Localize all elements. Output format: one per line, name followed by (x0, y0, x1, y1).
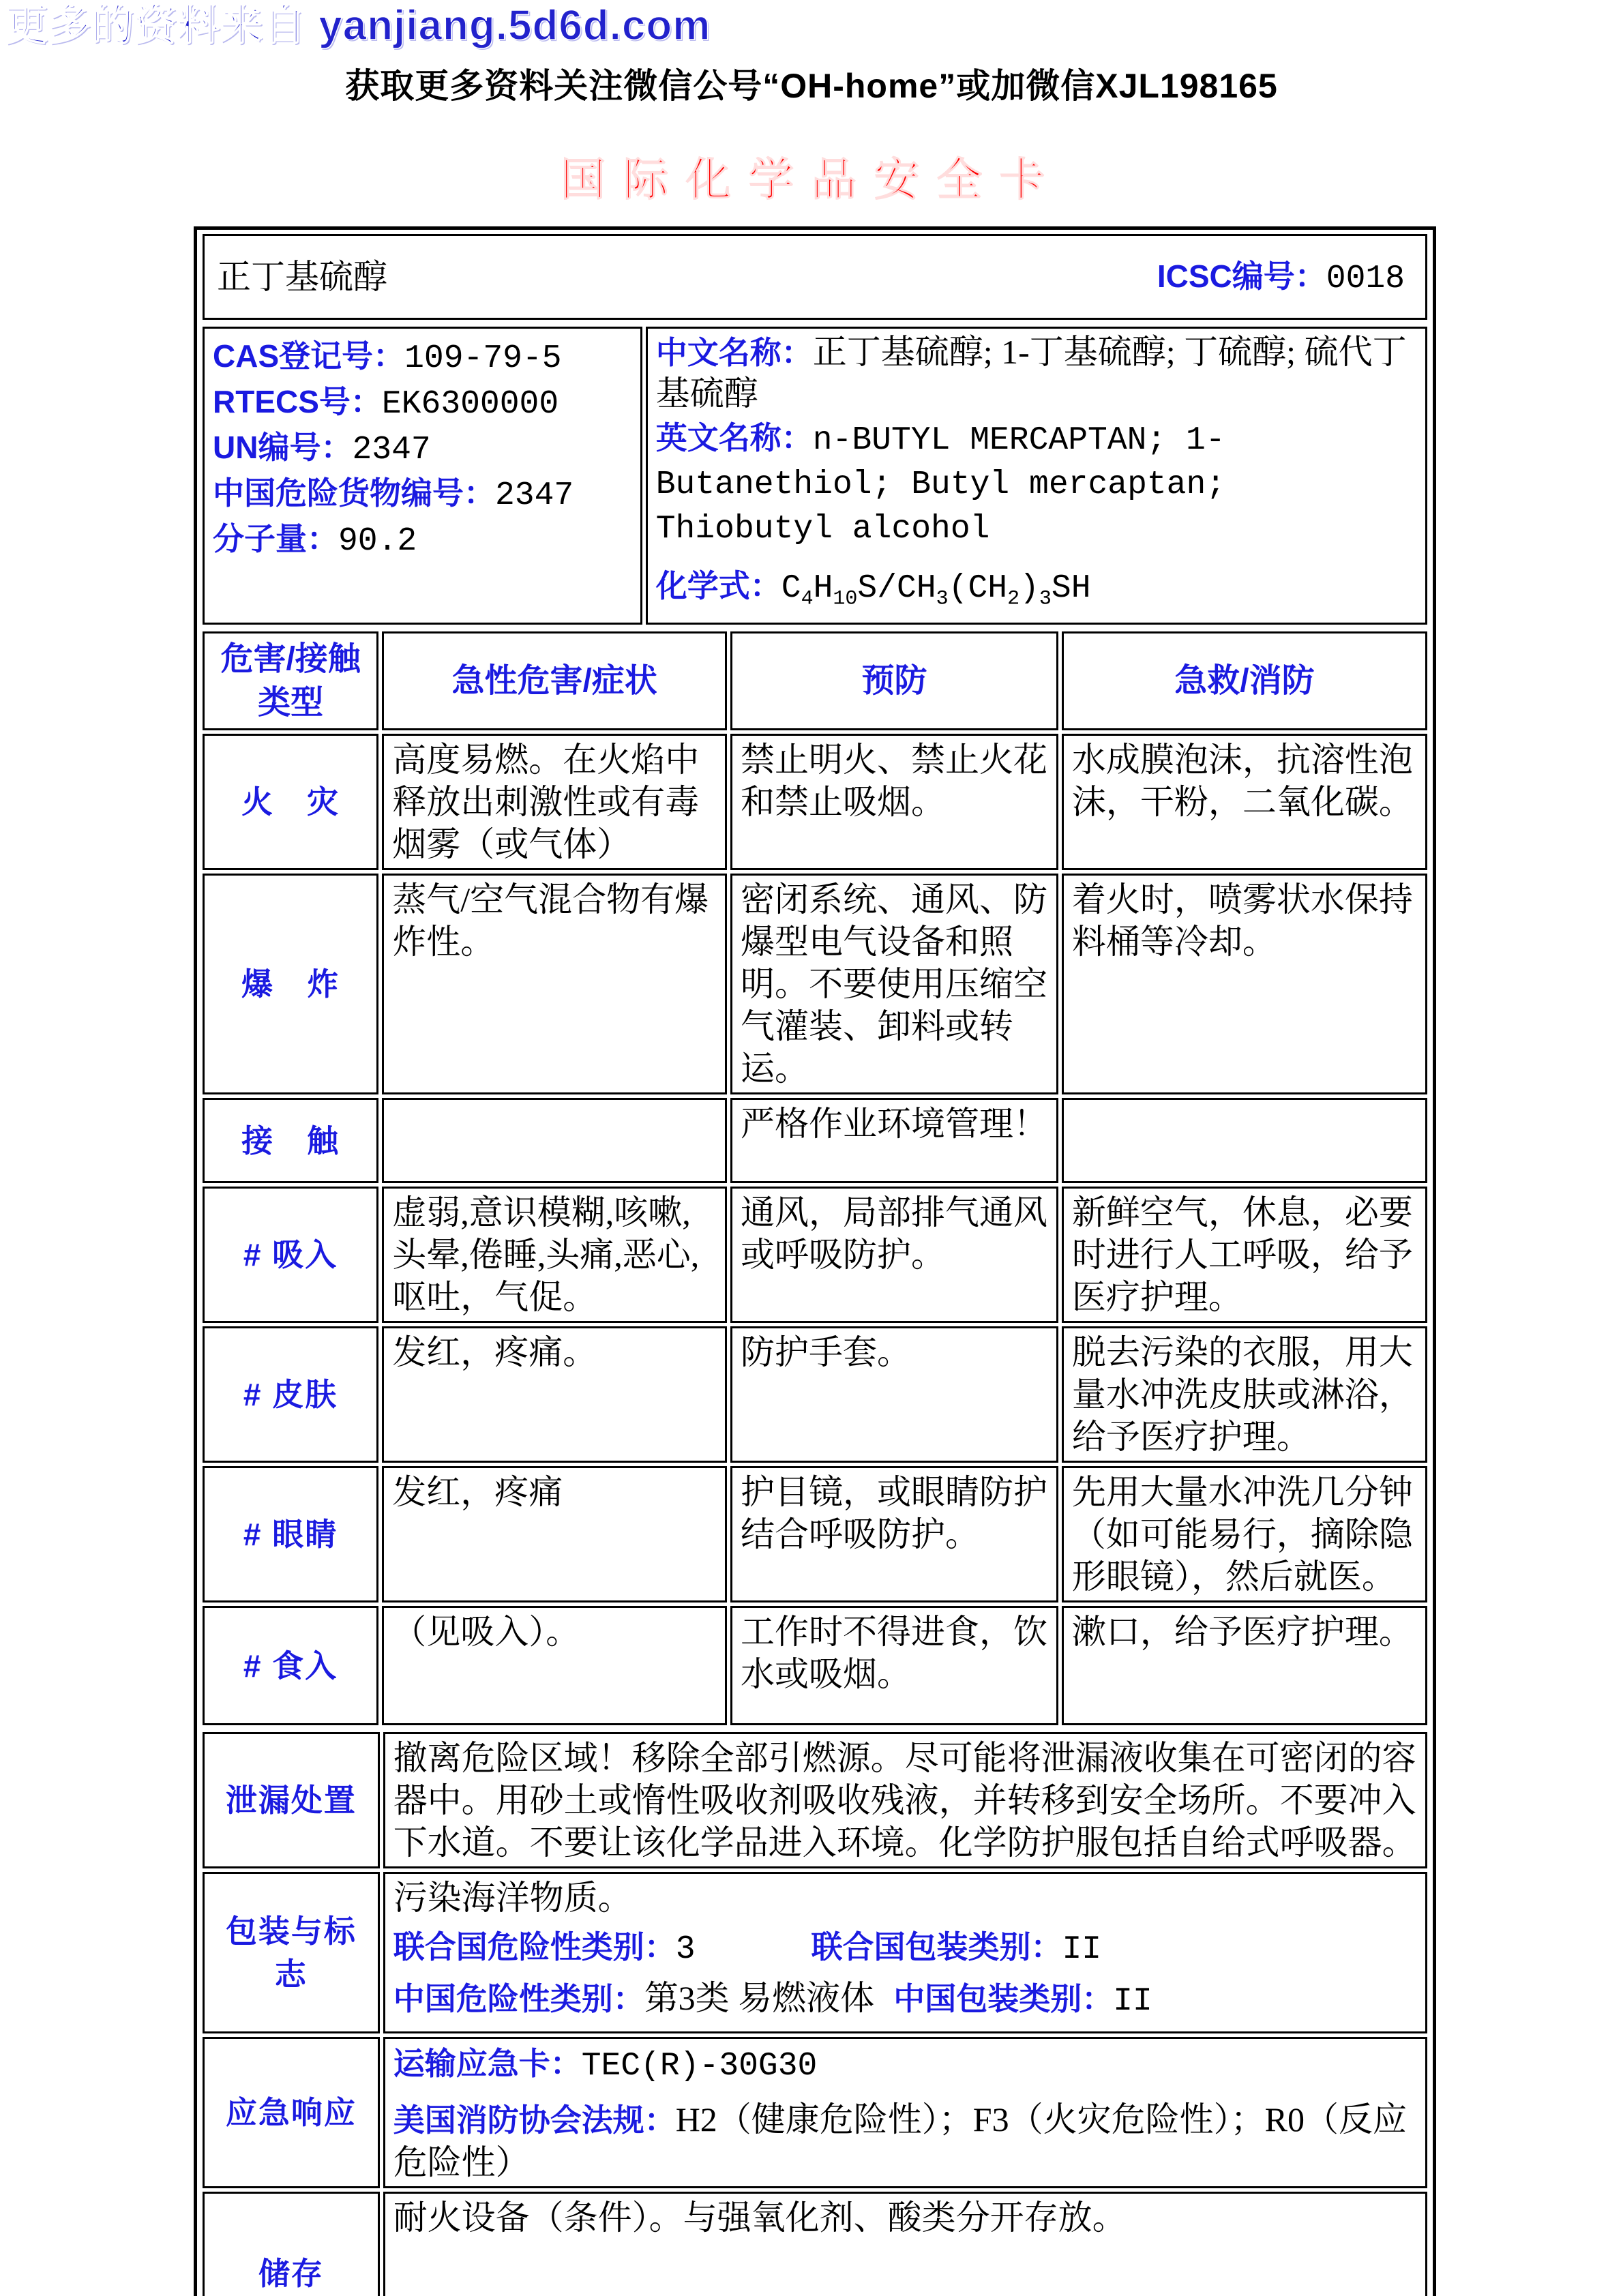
row-contact (203, 1098, 1427, 1183)
cas-number: CAS登记号：109-79-5 (213, 338, 562, 377)
registry-numbers-cell (203, 327, 642, 625)
explosion-symptoms: 蒸气/空气混合物有爆炸性。 (382, 874, 727, 1094)
eyes-response: 先用大量水冲洗几分钟（如可能易行，摘除隐形眼镜），然后就医。 (1062, 1466, 1427, 1602)
fire-prevention: 禁止明火、禁止火花和禁止吸烟。 (730, 734, 1058, 870)
header-prevention: 预防 (730, 631, 1058, 730)
skin-response: 脱去污染的衣服，用大量水冲洗皮肤或淋浴，给予医疗护理。 (1062, 1326, 1427, 1463)
ingestion-prevention: 工作时不得进食，饮水或吸烟。 (730, 1606, 1058, 1725)
row-emergency-response (203, 2037, 1427, 2188)
molecular-weight: 分子量：90.2 (213, 521, 417, 560)
emergency-label: 应急响应 (225, 2095, 357, 2131)
fire-response: 水成膜泡沫，抗溶性泡沫，干粉，二氧化碳。 (1062, 734, 1427, 870)
header-symptoms: 急性危害/症状 (382, 631, 727, 730)
watermark-banner: 更多的资料来自 yanjiang.5d6d.com (5, 2, 711, 49)
row-label: 火 灾 (241, 784, 340, 820)
icsc-label: ICSC编号： (1157, 258, 1326, 294)
header-hazard-type: 危害/接触类型 (203, 631, 378, 730)
row-eyes (203, 1466, 1427, 1602)
marine-pollutant-note: 污染海洋物质。 (393, 1878, 632, 1917)
row-explosion (203, 874, 1427, 1094)
row-label: # 眼睛 (243, 1517, 338, 1553)
inhalation-prevention: 通风，局部排气通风或呼吸防护。 (730, 1187, 1058, 1323)
packaging-label: 包装与标志 (225, 1913, 357, 1993)
explosion-prevention: 密闭系统、通风、防爆型电气设备和照明。不要使用压缩空气灌装、卸料或转运。 (730, 874, 1058, 1094)
icsc-value: 0018 (1326, 260, 1405, 297)
tec-card-line: 运输应急卡：TEC(R)-30G30 (393, 2045, 818, 2085)
row-label: 爆 炸 (241, 966, 340, 1002)
eyes-prevention: 护目镜，或眼睛防护结合呼吸防护。 (730, 1466, 1058, 1602)
chinese-names: 中文名称：正丁基硫醇; 1-丁基硫醇; 丁硫醇; 硫代丁基硫醇 (655, 333, 1407, 413)
ingestion-symptoms: （见吸入）。 (382, 1606, 727, 1725)
eyes-symptoms: 发红，疼痛 (382, 1466, 727, 1602)
un-classification-line: 联合国危险性类别：3 联合国包装类别：II (393, 1928, 1102, 1968)
contact-prevention: 严格作业环境管理！ (730, 1098, 1058, 1183)
english-names: 英文名称：n-BUTYL MERCAPTAN; 1-Butanethiol; Butyl mercaptan; Thiobutyl alcohol (655, 420, 1226, 548)
row-label: # 吸入 (243, 1237, 338, 1273)
rtecs-number: RTECS号：EK6300000 (213, 384, 559, 423)
contact-response (1062, 1098, 1427, 1183)
row-label: # 皮肤 (243, 1377, 338, 1413)
fire-symptoms: 高度易燃。在火焰中释放出刺激性或有毒烟雾（或气体） (382, 734, 727, 870)
nfpa-line: 美国消防协会法规：H2（健康危险性）；F3（火灾危险性）；R0（反应危险性） (393, 2100, 1407, 2181)
icsc-card (194, 226, 1436, 2296)
inhalation-symptoms: 虚弱,意识模糊,咳嗽,头晕,倦睡,头痛,恶心,呕吐，气促。 (382, 1187, 727, 1323)
skin-symptoms: 发红，疼痛。 (382, 1326, 727, 1463)
row-fire (203, 734, 1427, 870)
header-firstaid: 急救/消防 (1062, 631, 1427, 730)
un-number: UN编号：2347 (213, 430, 431, 468)
cn-classification-line: 中国危险性类别：第3类 易燃液体 中国包装类别：II (393, 1978, 1152, 2020)
wechat-notice: 获取更多资料关注微信公号“OH-home”或加微信XJL198165 (345, 67, 1278, 105)
ingestion-response: 漱口，给予医疗护理。 (1062, 1606, 1427, 1725)
icsc-number (1157, 254, 1405, 300)
row-skin (203, 1326, 1427, 1463)
bottom-sections (199, 1729, 1431, 2296)
storage-text: 耐火设备（条件）。与强氧化剂、酸类分开存放。 (383, 2192, 1427, 2296)
hazard-table (199, 628, 1431, 1729)
identification-section (199, 323, 1431, 628)
inhalation-response: 新鲜空气，休息，必要时进行人工呼吸，给予医疗护理。 (1062, 1187, 1427, 1323)
title-section (199, 230, 1431, 323)
hazard-header-row (203, 631, 1427, 730)
packaging-content (383, 1872, 1427, 2033)
substance-name: 正丁基硫醇 (217, 258, 387, 296)
row-label: 接 触 (241, 1122, 340, 1159)
title-row-cell (203, 234, 1427, 320)
page-title: 国际化学品安全卡 (561, 154, 1062, 205)
skin-prevention: 防护手套。 (730, 1326, 1058, 1463)
china-dg-number: 中国危险货物编号：2347 (213, 475, 574, 514)
chemical-formula: 化学式：$C_4H_{10}S/CH_3(CH_2)_3SH$ (655, 568, 1091, 611)
row-inhalation (203, 1187, 1427, 1323)
row-ingestion (203, 1606, 1427, 1725)
storage-label: 储存 (258, 2256, 324, 2292)
row-packaging-labelling (203, 1872, 1427, 2033)
row-label: # 食入 (243, 1648, 338, 1684)
contact-symptoms (382, 1098, 727, 1183)
spill-label: 泄漏处置 (225, 1783, 357, 1819)
explosion-response: 着火时，喷雾状水保持料桶等冷却。 (1062, 874, 1427, 1094)
names-cell (646, 327, 1427, 625)
row-storage (203, 2192, 1427, 2296)
emergency-content (383, 2037, 1427, 2188)
row-spill-disposal (203, 1732, 1427, 1868)
spill-text: 撤离危险区域！移除全部引燃源。尽可能将泄漏液收集在可密闭的容器中。用砂土或惰性吸收剂吸收残液，并转移到安全场所。不要冲入下水道。不要让该化学品进入环境。化学防护服包括自给式呼吸器。 (383, 1732, 1427, 1868)
